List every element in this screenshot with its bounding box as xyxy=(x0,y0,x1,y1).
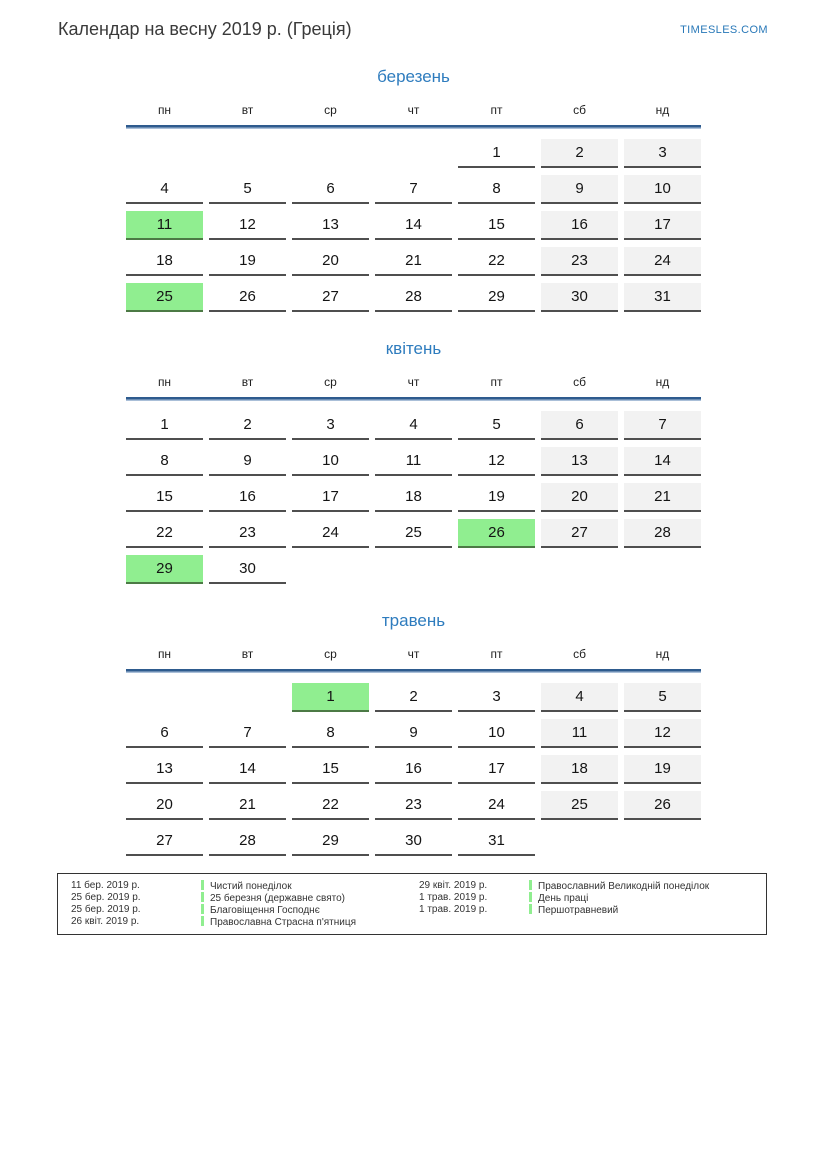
day-cell: 13 xyxy=(292,211,369,240)
weekday-header: нд xyxy=(655,375,670,389)
day-cell: 6 xyxy=(541,411,618,440)
day-cell: 5 xyxy=(624,683,701,712)
legend-entry xyxy=(529,904,762,916)
holiday-marker-icon xyxy=(529,904,532,914)
day-cell: 6 xyxy=(292,175,369,204)
day-cell-holiday: 29 xyxy=(126,555,203,584)
day-cell: 10 xyxy=(458,719,535,748)
legend-entry xyxy=(201,880,419,892)
day-cell xyxy=(375,555,452,582)
day-cell: 20 xyxy=(292,247,369,276)
day-cell: 21 xyxy=(375,247,452,276)
day-cell: 19 xyxy=(624,755,701,784)
weekday-header: пт xyxy=(490,375,503,389)
day-cell: 7 xyxy=(624,411,701,440)
day-cell: 10 xyxy=(292,447,369,476)
legend-holiday-name: Православна Страсна п'ятниця xyxy=(210,917,357,928)
legend-date xyxy=(419,916,529,928)
day-cell xyxy=(624,555,701,582)
header-rule xyxy=(126,397,701,401)
weekday-header: чт xyxy=(407,647,420,661)
legend-holiday-name: Православний Великодній понеділок xyxy=(538,881,710,892)
day-cell: 26 xyxy=(209,283,286,312)
day-cell: 2 xyxy=(541,139,618,168)
weekday-header: вт xyxy=(241,375,254,389)
day-cell: 18 xyxy=(541,755,618,784)
day-cell-holiday: 25 xyxy=(126,283,203,312)
site-link[interactable]: TIMESLES.COM xyxy=(680,24,768,36)
day-cell xyxy=(541,827,618,854)
day-cell: 15 xyxy=(292,755,369,784)
day-cell: 16 xyxy=(375,755,452,784)
months-container xyxy=(126,67,701,856)
day-cell: 27 xyxy=(126,827,203,856)
weekday-header: сб xyxy=(573,103,586,117)
day-cell: 27 xyxy=(541,519,618,548)
day-cell: 23 xyxy=(375,791,452,820)
holiday-marker-icon xyxy=(201,892,204,902)
month-grid xyxy=(126,374,701,584)
header-rule xyxy=(126,669,701,673)
weekday-header: чт xyxy=(407,375,420,389)
day-cell: 20 xyxy=(541,483,618,512)
day-cell: 4 xyxy=(126,175,203,204)
day-cell: 21 xyxy=(209,791,286,820)
month-section xyxy=(126,67,701,312)
day-cell: 9 xyxy=(375,719,452,748)
day-cell-holiday: 1 xyxy=(292,683,369,712)
day-cell: 28 xyxy=(209,827,286,856)
day-cell: 5 xyxy=(458,411,535,440)
legend-holiday-name: Першотравневий xyxy=(538,905,619,916)
day-cell: 27 xyxy=(292,283,369,312)
day-cell: 1 xyxy=(458,139,535,168)
day-cell: 12 xyxy=(624,719,701,748)
weekday-header: пн xyxy=(157,375,172,389)
month-title: березень xyxy=(377,67,450,86)
day-cell xyxy=(292,555,369,582)
legend-entry xyxy=(529,892,762,904)
legend-date: 11 бер. 2019 р. xyxy=(71,880,140,891)
weekday-header: пт xyxy=(490,103,503,117)
weekday-header: ср xyxy=(324,103,337,117)
day-cell: 29 xyxy=(458,283,535,312)
day-cell: 29 xyxy=(292,827,369,856)
weekday-header: нд xyxy=(655,647,670,661)
legend-entry xyxy=(529,880,762,892)
day-cell: 22 xyxy=(458,247,535,276)
day-cell-holiday: 11 xyxy=(126,211,203,240)
holiday-marker-icon xyxy=(529,892,532,902)
day-cell xyxy=(292,139,369,166)
holiday-marker-icon xyxy=(529,880,532,890)
legend-holiday-name: День праці xyxy=(538,893,589,904)
day-cell: 3 xyxy=(292,411,369,440)
day-cell: 16 xyxy=(209,483,286,512)
day-cell: 19 xyxy=(209,247,286,276)
legend-date: 1 трав. 2019 р. xyxy=(419,904,488,915)
legend-box xyxy=(57,873,767,935)
day-cell-holiday: 26 xyxy=(458,519,535,548)
weekday-header: сб xyxy=(573,375,586,389)
day-cell: 31 xyxy=(458,827,535,856)
day-cell: 24 xyxy=(292,519,369,548)
day-cell: 14 xyxy=(624,447,701,476)
day-cell: 8 xyxy=(126,447,203,476)
day-cell: 15 xyxy=(126,483,203,512)
month-title: травень xyxy=(381,611,446,630)
day-cell: 3 xyxy=(624,139,701,168)
day-cell: 11 xyxy=(375,447,452,476)
day-cell: 24 xyxy=(624,247,701,276)
weekday-header: ср xyxy=(324,647,337,661)
weekday-header: нд xyxy=(655,103,670,117)
holiday-marker-icon xyxy=(201,880,204,890)
day-cell xyxy=(209,139,286,166)
weekday-header: пн xyxy=(157,103,172,117)
day-cell: 16 xyxy=(541,211,618,240)
day-cell: 17 xyxy=(458,755,535,784)
day-cell: 23 xyxy=(541,247,618,276)
legend-entry xyxy=(529,916,762,928)
day-cell: 7 xyxy=(209,719,286,748)
day-cell: 13 xyxy=(126,755,203,784)
day-cell: 12 xyxy=(458,447,535,476)
day-cell: 8 xyxy=(458,175,535,204)
day-cell: 13 xyxy=(541,447,618,476)
day-cell: 17 xyxy=(292,483,369,512)
legend-entry xyxy=(201,904,419,916)
weekday-header: ср xyxy=(324,375,337,389)
day-cell xyxy=(126,683,203,710)
page-header xyxy=(0,0,827,40)
day-cell: 18 xyxy=(375,483,452,512)
legend-date: 25 бер. 2019 р. xyxy=(71,904,141,915)
weekday-header: вт xyxy=(241,103,254,117)
day-cell: 20 xyxy=(126,791,203,820)
day-cell: 9 xyxy=(209,447,286,476)
day-cell: 26 xyxy=(624,791,701,820)
day-cell: 10 xyxy=(624,175,701,204)
day-cell xyxy=(541,555,618,582)
weekday-header: чт xyxy=(407,103,420,117)
day-cell: 18 xyxy=(126,247,203,276)
day-cell: 15 xyxy=(458,211,535,240)
legend-date: 25 бер. 2019 р. xyxy=(71,892,141,903)
day-cell: 14 xyxy=(209,755,286,784)
day-cell: 22 xyxy=(292,791,369,820)
day-cell: 6 xyxy=(126,719,203,748)
holiday-marker-icon xyxy=(201,904,204,914)
day-cell xyxy=(624,827,701,854)
legend-date: 1 трав. 2019 р. xyxy=(419,892,488,903)
day-cell: 2 xyxy=(375,683,452,712)
day-cell: 28 xyxy=(624,519,701,548)
day-cell: 11 xyxy=(541,719,618,748)
day-cell: 19 xyxy=(458,483,535,512)
month-grid xyxy=(126,102,701,312)
day-cell: 28 xyxy=(375,283,452,312)
day-cell: 25 xyxy=(375,519,452,548)
weekday-header: пт xyxy=(490,647,503,661)
day-cell: 4 xyxy=(541,683,618,712)
day-cell: 30 xyxy=(375,827,452,856)
day-cell xyxy=(209,683,286,710)
day-cell: 1 xyxy=(126,411,203,440)
weekday-header: сб xyxy=(573,647,586,661)
header-rule xyxy=(126,125,701,129)
day-cell: 12 xyxy=(209,211,286,240)
legend-date: 29 квіт. 2019 р. xyxy=(419,880,488,891)
day-cell: 2 xyxy=(209,411,286,440)
day-cell xyxy=(458,555,535,582)
month-section xyxy=(126,339,701,584)
holiday-marker-icon xyxy=(201,916,204,926)
day-cell: 14 xyxy=(375,211,452,240)
weekday-header: пн xyxy=(157,647,172,661)
day-cell: 25 xyxy=(541,791,618,820)
day-cell: 8 xyxy=(292,719,369,748)
day-cell: 30 xyxy=(541,283,618,312)
day-cell: 24 xyxy=(458,791,535,820)
day-cell: 30 xyxy=(209,555,286,584)
day-cell: 7 xyxy=(375,175,452,204)
day-cell: 23 xyxy=(209,519,286,548)
weekday-header: вт xyxy=(241,647,254,661)
month-grid xyxy=(126,646,701,856)
legend-holiday-name: Чистий понеділок xyxy=(210,881,292,892)
legend-holiday-name: 25 березня (державне свято) xyxy=(210,893,345,904)
day-cell xyxy=(375,139,452,166)
day-cell: 5 xyxy=(209,175,286,204)
legend-entry xyxy=(201,892,419,904)
day-cell xyxy=(126,139,203,166)
day-cell: 3 xyxy=(458,683,535,712)
day-cell: 17 xyxy=(624,211,701,240)
month-section xyxy=(126,611,701,856)
legend-entry xyxy=(201,916,419,928)
legend-date: 26 квіт. 2019 р. xyxy=(71,916,140,927)
day-cell: 31 xyxy=(624,283,701,312)
page-title: Календар на весну 2019 р. (Греція) xyxy=(58,19,352,39)
day-cell: 22 xyxy=(126,519,203,548)
month-title: квітень xyxy=(385,339,442,358)
day-cell: 4 xyxy=(375,411,452,440)
day-cell: 9 xyxy=(541,175,618,204)
legend-holiday-name: Благовіщення Господнє xyxy=(210,905,320,916)
day-cell: 21 xyxy=(624,483,701,512)
